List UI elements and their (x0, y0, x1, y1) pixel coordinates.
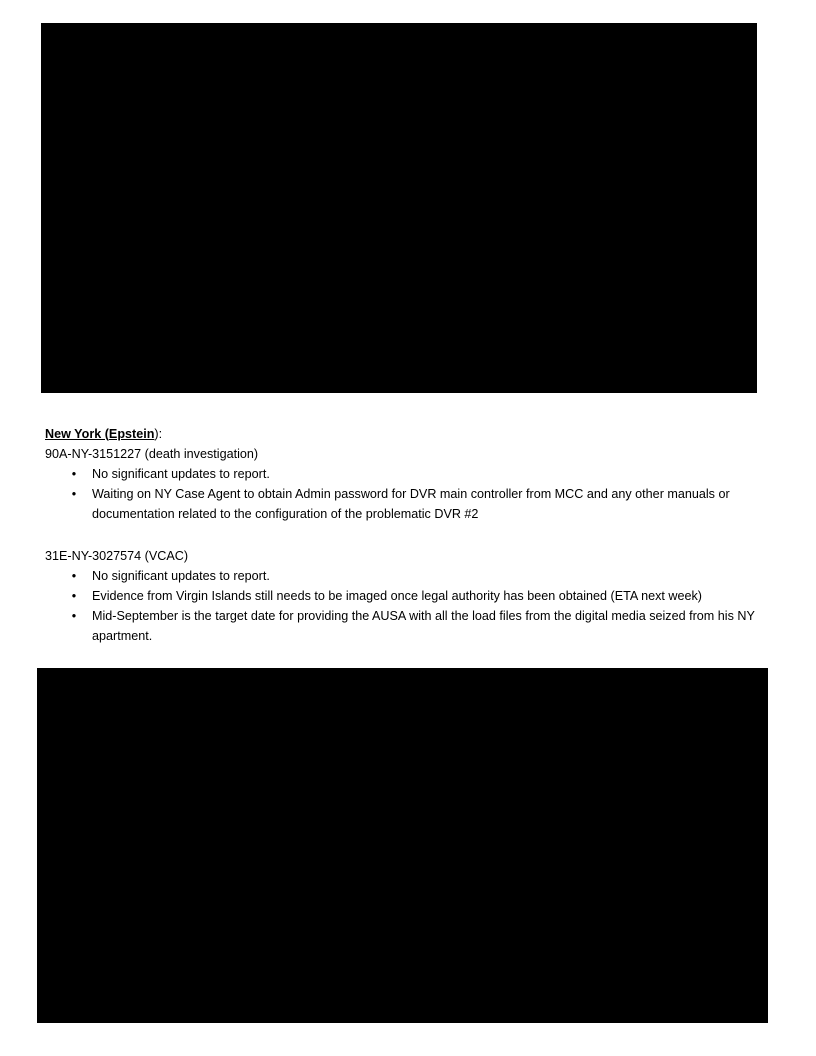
case-number-1: 90A-NY-3151227 (death investigation) (45, 447, 259, 461)
bullet-icon: • (71, 569, 77, 583)
redaction-block-bottom (37, 668, 768, 1023)
bullet-icon: • (71, 589, 77, 603)
list-item-text: Mid-September is the target date for providing the AUSA with all the load files from the digital media seized from his NY apartment. (92, 609, 755, 643)
section-heading-title (45, 427, 154, 441)
list-item (45, 484, 775, 524)
paragraph-spacer (45, 524, 775, 546)
section-heading-colon: : (158, 427, 163, 441)
case-1-bullet-list (45, 464, 775, 524)
list-item (45, 606, 775, 646)
list-item-text: No significant updates to report. (92, 569, 270, 583)
document-body (45, 424, 775, 646)
list-item-text: Waiting on NY Case Agent to obtain Admin password for DVR main controller from MCC and any other manuals or documentation related to the configuration of the problematic DVR #2 (92, 487, 730, 521)
case-2-bullet-list (45, 566, 775, 646)
bullet-icon: • (71, 467, 77, 481)
section-heading (45, 424, 775, 444)
list-item (45, 586, 775, 606)
list-item-text: Evidence from Virgin Islands still needs to be imaged once legal authority has been obtained (ETA next week) (92, 589, 702, 603)
section-heading-location: New York ( (45, 427, 109, 441)
section-heading-close: ) (154, 427, 159, 441)
list-item (45, 566, 775, 586)
list-item-text: No significant updates to report. (92, 467, 270, 481)
list-item (45, 464, 775, 484)
redaction-block-top (41, 23, 757, 393)
bullet-icon: • (71, 609, 77, 623)
case-number-2: 31E-NY-3027574 (VCAC) (45, 549, 189, 563)
section-heading-subject: Epstein (108, 427, 155, 441)
bullet-icon: • (71, 487, 77, 501)
